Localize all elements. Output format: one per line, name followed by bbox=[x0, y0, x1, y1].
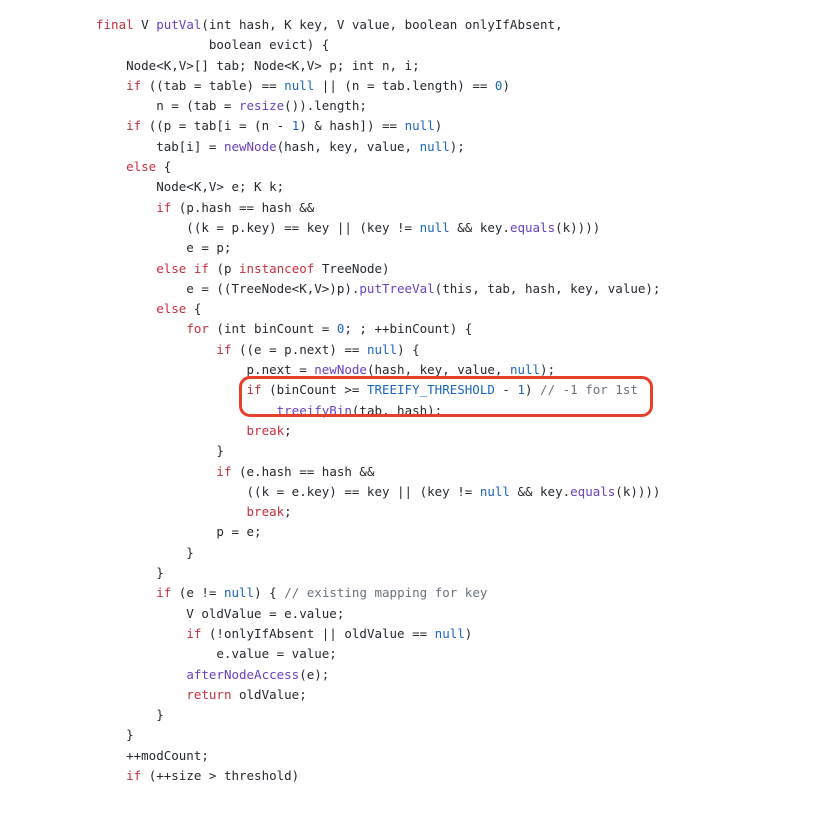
code-token-fn: equals bbox=[570, 483, 616, 499]
code-token-lit: null bbox=[366, 341, 398, 357]
code-token-pl bbox=[96, 261, 156, 276]
code-token-pl: ; bbox=[284, 422, 292, 438]
code-token-pl: (e.hash == hash && bbox=[231, 463, 375, 479]
code-token-pl bbox=[96, 301, 156, 316]
code-token-pl: } bbox=[96, 707, 164, 723]
code-token-kw: final bbox=[96, 17, 134, 32]
code-token-lit: null bbox=[509, 362, 541, 378]
code-line bbox=[96, 482, 822, 502]
code-token-pl: ((tab = table) == bbox=[141, 77, 285, 93]
code-token-pl bbox=[96, 200, 156, 215]
code-token-pl: ++modCount; bbox=[96, 747, 209, 763]
code-line bbox=[96, 401, 822, 421]
code-line bbox=[96, 522, 822, 542]
code-token-lit: 1 bbox=[291, 118, 300, 134]
code-token-lit: 1 bbox=[517, 382, 525, 398]
code-token-pl bbox=[96, 585, 156, 600]
code-token-pl: (p bbox=[208, 260, 240, 276]
code-token-pl: } bbox=[96, 544, 194, 560]
code-line bbox=[96, 340, 822, 360]
code-line bbox=[96, 259, 822, 279]
code-token-pl: } bbox=[96, 727, 134, 743]
code-token-pl: (e); bbox=[299, 666, 330, 682]
code-token-kw: else bbox=[156, 301, 187, 317]
code-token-kw: if bbox=[126, 767, 142, 783]
code-token-pl: (binCount >= bbox=[261, 382, 367, 398]
code-token-pl: ()).length; bbox=[284, 98, 367, 114]
code-token-pl: } bbox=[96, 443, 224, 459]
code-token-pl: ) bbox=[502, 77, 510, 93]
code-line bbox=[96, 177, 822, 197]
code-token-pl: boolean evict) { bbox=[96, 37, 330, 53]
code-token-pl bbox=[96, 78, 126, 93]
code-token-lit: TREEIFY_THRESHOLD bbox=[366, 382, 495, 398]
code-token-pl: ; bbox=[284, 504, 292, 520]
code-line bbox=[96, 96, 822, 116]
code-token-pl bbox=[96, 768, 126, 783]
code-line bbox=[96, 76, 822, 96]
code-token-fn: resize bbox=[239, 98, 285, 114]
code-token-pl: (hash, key, value, bbox=[366, 362, 510, 378]
code-token-pl: p = e; bbox=[96, 524, 262, 540]
code-token-kw: if bbox=[126, 77, 142, 93]
code-token-pl bbox=[96, 321, 186, 336]
code-token-kw: else bbox=[126, 159, 157, 175]
code-line bbox=[96, 299, 822, 319]
code-token-pl: ) & hash]) == bbox=[299, 118, 405, 134]
code-line bbox=[96, 116, 822, 136]
code-token-kw: break bbox=[246, 504, 285, 520]
code-token-pl bbox=[96, 382, 247, 397]
code-token-lit: null bbox=[479, 483, 510, 499]
code-line bbox=[96, 644, 822, 664]
code-token-pl bbox=[96, 159, 126, 174]
code-line bbox=[96, 380, 822, 400]
code-token-pl: && key. bbox=[509, 483, 571, 499]
code-token-kw: if bbox=[186, 625, 202, 641]
code-token-kw: if bbox=[193, 260, 209, 276]
code-token-pl: p.next = bbox=[96, 362, 315, 378]
code-line bbox=[96, 218, 822, 238]
code-line bbox=[96, 543, 822, 563]
code-line bbox=[96, 685, 822, 705]
code-token-kw: if bbox=[126, 118, 142, 134]
code-token-kw: else bbox=[156, 260, 187, 276]
code-token-pl: ) bbox=[434, 118, 443, 134]
code-token-pl: (hash, key, value, bbox=[276, 138, 420, 154]
code-token-pl: tab[i] = bbox=[96, 138, 224, 154]
code-token-pl bbox=[96, 342, 216, 357]
code-token-pl: ((k = p.key) == key || (key != bbox=[96, 219, 420, 235]
code-token-pl bbox=[96, 504, 247, 519]
code-token-lit: null bbox=[404, 118, 435, 134]
code-line bbox=[96, 766, 822, 786]
code-token-pl: (e != bbox=[171, 585, 224, 601]
code-token-pl: (++size > threshold) bbox=[141, 767, 300, 783]
code-token-pl bbox=[96, 118, 126, 133]
code-line bbox=[96, 665, 822, 685]
code-token-pl: { bbox=[186, 301, 202, 317]
code-token-pl: ((p = tab[i = (n - bbox=[141, 118, 292, 134]
code-line bbox=[96, 15, 822, 35]
code-token-pl: (k)))) bbox=[615, 483, 661, 499]
code-token-pl: ((e = p.next) == bbox=[231, 341, 367, 357]
code-line bbox=[96, 705, 822, 725]
code-line bbox=[96, 137, 822, 157]
code-token-pl: ) { bbox=[254, 585, 285, 601]
code-token-lit: 0 bbox=[336, 321, 345, 337]
code-token-pl bbox=[96, 667, 186, 682]
code-token-pl: (tab, hash); bbox=[351, 402, 443, 418]
code-token-fn: putTreeVal bbox=[359, 280, 435, 296]
code-token-kw: if bbox=[216, 463, 232, 479]
code-token-pl: { bbox=[156, 159, 172, 175]
code-token-kw: for bbox=[186, 321, 209, 337]
code-token-pl: ; ; ++binCount) { bbox=[344, 321, 473, 337]
code-token-kw: return bbox=[186, 686, 232, 702]
code-token-pl bbox=[96, 626, 186, 641]
code-token-pl: e.value = value; bbox=[96, 646, 337, 662]
code-token-pl: Node<K,V>[] tab; Node<K,V> p; int n, i; bbox=[96, 57, 420, 73]
code-token-pl: n = (tab = bbox=[96, 98, 239, 114]
code-token-pl: (this, tab, hash, key, value); bbox=[434, 280, 661, 296]
code-token-kw: instanceof bbox=[239, 260, 315, 276]
code-token-lit: null bbox=[419, 138, 450, 154]
code-token-pl bbox=[96, 403, 277, 418]
code-token-pl bbox=[96, 423, 247, 438]
code-line bbox=[96, 441, 822, 461]
code-line bbox=[96, 360, 822, 380]
code-token-kw: break bbox=[246, 422, 285, 438]
code-token-pl: && key. bbox=[449, 219, 510, 235]
code-line bbox=[96, 604, 822, 624]
code-token-fn: equals bbox=[509, 219, 556, 235]
code-token-fn: treeifyBin bbox=[276, 402, 352, 418]
code-token-pl: (int hash, K key, V value, boolean onlyIfAbsent, bbox=[201, 17, 563, 32]
code-token-pl: Node<K,V> e; K k; bbox=[96, 179, 285, 195]
code-token-kw: if bbox=[216, 341, 232, 357]
code-token-pl bbox=[96, 687, 186, 702]
code-token-pl: - bbox=[494, 382, 518, 398]
code-token-fn: afterNodeAccess bbox=[186, 666, 300, 682]
code-token-pl bbox=[96, 464, 216, 479]
code-token-fn: newNode bbox=[223, 138, 277, 154]
code-line bbox=[96, 462, 822, 482]
code-token-pl: e = p; bbox=[96, 240, 232, 256]
code-line bbox=[96, 198, 822, 218]
code-token-kw: if bbox=[156, 199, 172, 215]
code-token-pl: (p.hash == hash && bbox=[171, 199, 315, 215]
code-token-pl: e = ((TreeNode<K,V>)p). bbox=[96, 280, 360, 296]
code-token-lit: null bbox=[434, 625, 465, 641]
code-token-pl: || (n = tab.length) == bbox=[314, 77, 495, 93]
code-token-pl: oldValue; bbox=[231, 686, 307, 702]
code-token-kw: if bbox=[156, 585, 172, 601]
code-token-pl: ) bbox=[524, 382, 541, 398]
code-token-pl: (!onlyIfAbsent || oldValue == bbox=[201, 625, 435, 641]
code-line bbox=[96, 279, 822, 299]
code-token-pl: V bbox=[133, 17, 157, 32]
code-token-pl: TreeNode) bbox=[314, 260, 390, 276]
code-token-lit: 0 bbox=[494, 77, 503, 93]
code-token-pl bbox=[186, 261, 194, 276]
code-token-pl: ); bbox=[449, 138, 465, 154]
code-token-pl: (k)))) bbox=[555, 219, 601, 235]
code-line bbox=[96, 238, 822, 258]
code-line bbox=[96, 56, 822, 76]
code-line bbox=[96, 563, 822, 583]
code-line bbox=[96, 35, 822, 55]
code-token-pl: ) { bbox=[397, 341, 420, 357]
code-line bbox=[96, 746, 822, 766]
code-token-cm: // -1 for 1st bbox=[540, 382, 638, 398]
code-token-fn: newNode bbox=[314, 362, 367, 378]
code-token-lit: null bbox=[223, 585, 255, 601]
code-token-pl: ) bbox=[464, 625, 473, 641]
code-token-lit: null bbox=[419, 219, 450, 235]
code-token-fn: putVal bbox=[156, 17, 202, 32]
code-line bbox=[96, 502, 822, 522]
code-token-pl: } bbox=[96, 565, 164, 581]
code-token-kw: if bbox=[246, 382, 262, 398]
code-line bbox=[96, 725, 822, 745]
code-token-pl: V oldValue = e.value; bbox=[96, 605, 345, 621]
code-line bbox=[96, 624, 822, 644]
code-token-cm: // existing mapping for key bbox=[284, 585, 488, 601]
code-line bbox=[96, 319, 822, 339]
code-line bbox=[96, 421, 822, 441]
code-token-lit: null bbox=[284, 77, 315, 93]
code-line bbox=[96, 583, 822, 603]
code-line bbox=[96, 157, 822, 177]
code-token-pl: ); bbox=[540, 362, 556, 378]
code-token-pl: (int binCount = bbox=[208, 321, 337, 337]
code-token-pl: ((k = e.key) == key || (key != bbox=[96, 483, 480, 499]
